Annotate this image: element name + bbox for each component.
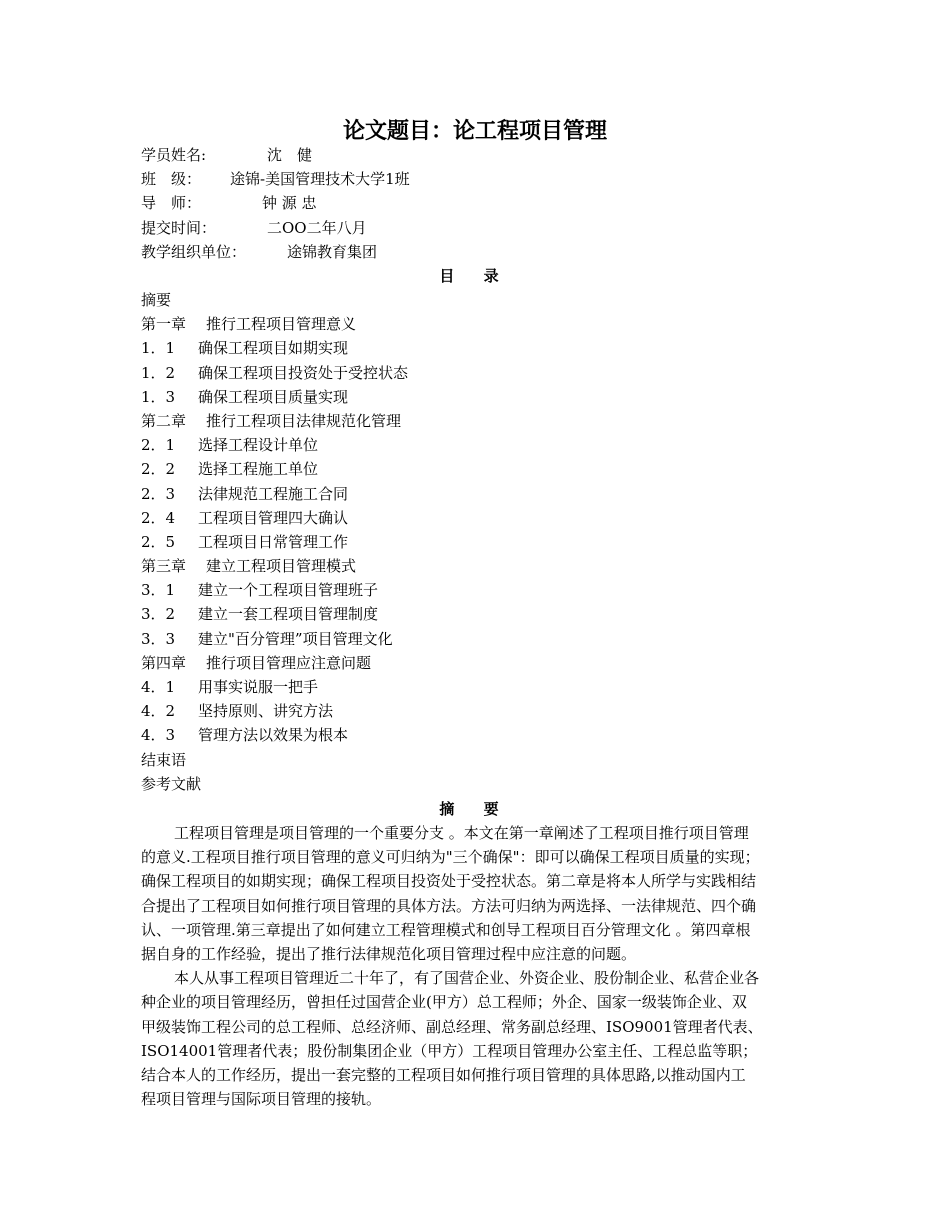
toc-item — [141, 651, 821, 675]
toc-item-text: 确保工程项目投资处于受控状态 — [198, 363, 409, 382]
date-value: 二OO二年八月 — [267, 218, 367, 237]
toc-item-text: 选择工程设计单位 — [198, 436, 319, 455]
toc-item-text: 推行项目管理应注意问题 — [206, 653, 372, 672]
toc-item-text: 推行工程项目管理意义 — [206, 315, 357, 334]
toc-item — [141, 627, 821, 651]
toc-item-number: 1．2 — [141, 363, 176, 382]
toc-item — [141, 506, 821, 530]
tutor-label: 导 师： — [141, 194, 202, 213]
toc-item-number: 4．3 — [141, 726, 176, 745]
abstract-line: 本人从事工程项目管理近二十年了，有了国营企业、外资企业、股份制企业、私营企业各 — [174, 969, 760, 988]
toc-item — [141, 578, 821, 602]
abstract-body — [141, 821, 821, 1111]
abstract-line: 程项目管理与国际项目管理的接轨。 — [141, 1090, 382, 1109]
abstract-line: 工程项目管理是项目管理的一个重要分支 。本文在第一章阐述了工程项目推行项目管理 — [174, 824, 749, 842]
toc-item-text: 推行工程项目法律规范化管理 — [206, 411, 402, 430]
toc-item-number: 1．3 — [141, 387, 176, 406]
abstract-line: ISO14001管理者代表；股份制集团企业（甲方）工程项目管理办公室主任、工程总监等职； — [141, 1041, 758, 1060]
toc-item — [141, 748, 821, 772]
toc-item — [141, 699, 821, 723]
toc-item-number: 第四章 — [141, 653, 187, 672]
toc-item-text: 用事实说服一把手 — [198, 678, 319, 696]
toc-item — [141, 385, 821, 409]
toc-item-number: 2．1 — [141, 436, 176, 455]
abstract-line: 甲级装饰工程公司的总工程师、总经济师、副总经理、常务副总经理、ISO9001管理者代表、 — [141, 1017, 763, 1036]
date-label: 提交时间： — [141, 218, 217, 237]
toc-item-text: 建立一个工程项目管理班子 — [198, 581, 379, 600]
toc-heading: 目 录 — [439, 267, 511, 285]
info-row-date — [141, 216, 821, 240]
toc-item-number: 2．5 — [141, 532, 176, 551]
paper-title: 论文题目：论工程项目管理 — [342, 118, 607, 144]
abstract-line: 种企业的项目管理经历，曾担任过国营企业(甲方）总工程师；外企、国家一级装饰企业、双 — [141, 993, 747, 1012]
name-label: 学员姓名: — [141, 146, 207, 164]
info-row-class — [141, 167, 821, 191]
toc-item-text: 选择工程施工单位 — [198, 460, 319, 479]
abstract-line: 认、一项管理.第三章提出了如何建立工程管理模式和创导工程项目百分管理文化 。第四章根 — [141, 920, 751, 939]
toc-item — [141, 530, 821, 554]
tutor-value: 钟 源 忠 — [262, 194, 317, 213]
info-row-org — [141, 240, 821, 264]
toc-item — [141, 433, 821, 457]
toc-item — [141, 361, 821, 385]
toc-item-text: 建立一套工程项目管理制度 — [198, 605, 379, 624]
toc-item — [141, 312, 821, 336]
toc-item-text: 参考文献 — [141, 774, 202, 793]
toc-item-number: 第三章 — [141, 557, 187, 576]
toc-item — [141, 723, 821, 747]
toc-item-number: 4．1 — [141, 678, 176, 696]
toc-item-text: 确保工程项目如期实现 — [198, 339, 349, 358]
toc-item-number: 3．1 — [141, 581, 176, 600]
org-label: 教学组织单位： — [141, 242, 247, 261]
toc-item-text: 结束语 — [141, 750, 187, 769]
toc-item-number: 1．1 — [141, 339, 176, 358]
toc-item — [141, 772, 821, 796]
table-of-contents — [141, 288, 821, 796]
info-row-tutor — [141, 191, 821, 215]
toc-item — [141, 336, 821, 360]
toc-item-text: 工程项目日常管理工作 — [198, 532, 349, 551]
author-info — [141, 143, 821, 264]
info-row-name — [141, 143, 821, 167]
toc-item — [141, 288, 821, 312]
name-value: 沈 健 — [267, 146, 313, 164]
toc-item-text: 法律规范工程施工合同 — [198, 484, 349, 503]
toc-item-number: 2．2 — [141, 460, 176, 479]
toc-item-text: 管理方法以效果为根本 — [198, 726, 349, 745]
abstract-line: 据自身的工作经验，提出了推行法律规范化项目管理过程中应注意的问题。 — [141, 944, 637, 963]
toc-item-text: 摘要 — [141, 291, 172, 309]
class-label: 班 级： — [141, 170, 202, 189]
toc-item — [141, 457, 821, 481]
toc-item-number: 3．2 — [141, 605, 176, 624]
toc-item — [141, 554, 821, 578]
toc-item-number: 4．2 — [141, 702, 176, 721]
toc-item — [141, 482, 821, 506]
abstract-line: 的意义.工程项目推行项目管理的意义可归纳为"三个确保"：即可以确保工程项目质量的实现； — [141, 848, 760, 867]
toc-item — [141, 602, 821, 626]
toc-item — [141, 675, 821, 699]
toc-item-number: 第一章 — [141, 315, 187, 334]
abstract-heading: 摘 要 — [439, 800, 511, 818]
toc-item-text: 建立工程项目管理模式 — [206, 557, 357, 576]
abstract-line: 合提出了工程项目如何推行项目管理的具体方法。方法可归纳为两选择、一法律规范、四个确 — [141, 896, 757, 915]
abstract-line: 确保工程项目的如期实现；确保工程项目投资处于受控状态。第二章是将本人所学与实践相结 — [141, 872, 757, 891]
org-value: 途锦教育集团 — [287, 242, 378, 261]
abstract-line: 结合本人的工作经历，提出一套完整的工程项目如何推行项目管理的具体思路,以推动国内工 — [141, 1065, 746, 1084]
toc-item-text: 工程项目管理四大确认 — [198, 508, 349, 527]
class-value: 途锦-美国管理技术大学1班 — [230, 170, 410, 189]
toc-item-number: 3．3 — [141, 629, 176, 648]
toc-item-number: 2．3 — [141, 484, 176, 503]
toc-item-number: 第二章 — [141, 411, 187, 430]
toc-item-text: 坚持原则、讲究方法 — [198, 702, 334, 721]
toc-item-number: 2．4 — [141, 508, 176, 527]
toc-item-text: 建立"百分管理”项目管理文化 — [198, 629, 393, 648]
toc-item-text: 确保工程项目质量实现 — [198, 387, 349, 406]
toc-item — [141, 409, 821, 433]
